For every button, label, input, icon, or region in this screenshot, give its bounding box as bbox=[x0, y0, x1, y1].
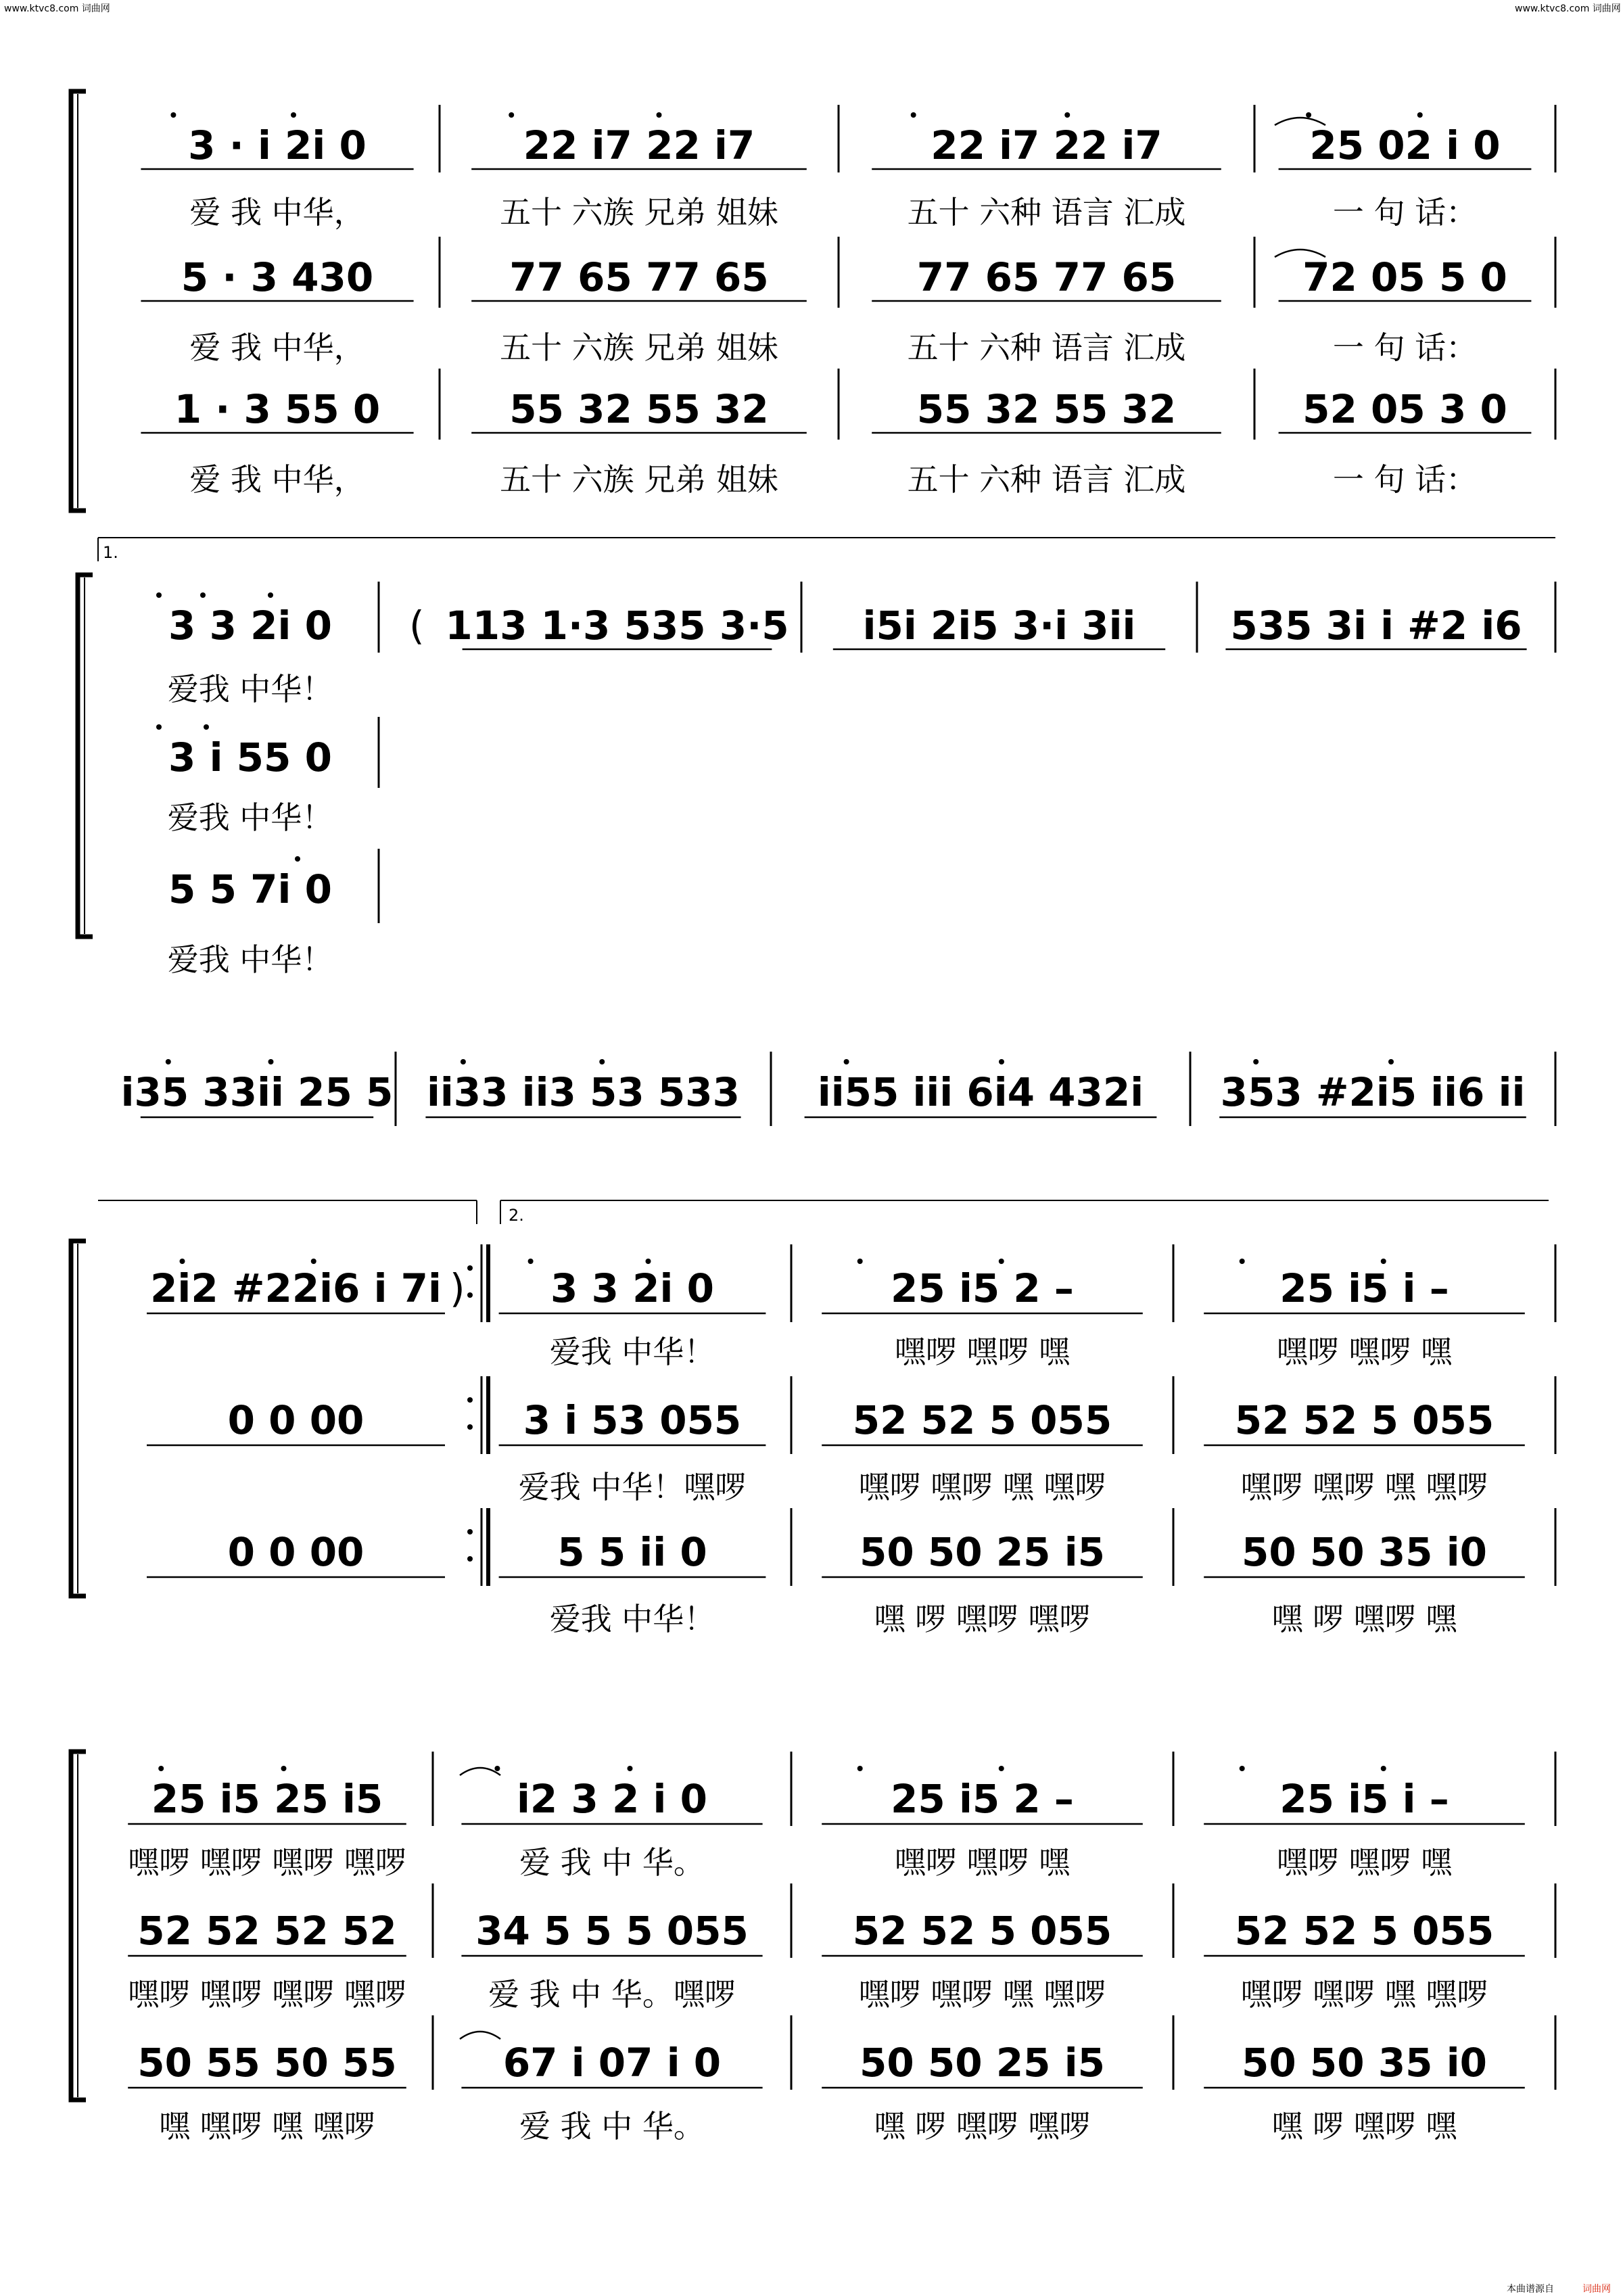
row4-part1-notes: 3 3 2i 0 bbox=[550, 1265, 714, 1311]
row1-part2-notes: 72 05 5 0 bbox=[1302, 254, 1507, 300]
row3-interlude-notes: i35 33ii 25 5 bbox=[120, 1069, 394, 1115]
octave-dot bbox=[295, 856, 300, 862]
row1-part3-lyrics: 一 句 话： bbox=[1332, 461, 1478, 498]
row5-part3-lyrics: 嘿 嘿啰 嘿 嘿啰 bbox=[159, 2108, 375, 2145]
row5-part3-lyrics: 爱 我 中 华。 bbox=[519, 2108, 705, 2145]
octave-dot bbox=[291, 112, 296, 118]
row1-part3-notes: 55 32 55 32 bbox=[916, 386, 1177, 432]
row4-part3-notes: 50 50 35 i0 bbox=[1242, 1529, 1487, 1575]
footer-source-label: 本曲谱源自 bbox=[1507, 2284, 1554, 2295]
octave-dot bbox=[494, 1766, 500, 1771]
row4-part2-lyrics: 爱我 中华！嘿啰 bbox=[518, 1469, 747, 1505]
row5-part3-notes: 50 55 50 55 bbox=[137, 2040, 397, 2086]
interlude-open-paren: ( bbox=[409, 603, 425, 649]
octave-dot bbox=[999, 1259, 1004, 1264]
octave-dot bbox=[204, 724, 209, 730]
row4-part2-notes: 52 52 5 055 bbox=[1234, 1397, 1495, 1443]
row1-part2-notes: 77 65 77 65 bbox=[509, 254, 769, 300]
row1-part2-lyrics: 爱 我 中华， bbox=[189, 329, 365, 366]
repeat-dot bbox=[467, 1292, 473, 1298]
row1-part1-lyrics: 五十 六族 兄弟 姐妹 bbox=[500, 194, 778, 231]
row1-part3-notes: 55 32 55 32 bbox=[509, 386, 769, 432]
row1-part2-lyrics: 一 句 话： bbox=[1332, 329, 1478, 366]
row1-part1-notes: 22 i7 22 i7 bbox=[523, 122, 755, 168]
row1-part1-notes: 22 i7 22 i7 bbox=[931, 122, 1162, 168]
row3-interlude-notes: 353 #2i5 ii6 ii bbox=[1220, 1069, 1526, 1115]
row1-part1-lyrics: 五十 六种 语言 汇成 bbox=[907, 194, 1186, 231]
slur-mark bbox=[460, 2032, 500, 2039]
repeat-dot bbox=[467, 1424, 473, 1430]
octave-dot bbox=[628, 1766, 633, 1771]
row5-part1-notes: 25 i5 25 i5 bbox=[151, 1776, 383, 1822]
octave-dot bbox=[1064, 112, 1070, 118]
row5-part1-notes: 25 i5 i – bbox=[1279, 1776, 1449, 1822]
octave-dot bbox=[158, 1766, 164, 1771]
octave-dot bbox=[1306, 112, 1311, 118]
row4-part2-notes: 0 0 00 bbox=[227, 1397, 364, 1443]
octave-dot bbox=[1253, 1059, 1259, 1064]
row5-part1-lyrics: 嘿啰 嘿啰 嘿啰 嘿啰 bbox=[128, 1844, 406, 1881]
row5-part2-notes: 52 52 52 52 bbox=[137, 1908, 397, 1954]
row2-part2-notes: 3 i 55 0 bbox=[168, 734, 332, 780]
row5-part2-notes: 52 52 5 055 bbox=[1234, 1908, 1495, 1954]
row4-part1-lyrics: 嘿啰 嘿啰 嘿 bbox=[894, 1334, 1071, 1370]
octave-dot bbox=[1417, 112, 1423, 118]
repeat-dot bbox=[467, 1265, 473, 1271]
repeat-dot bbox=[467, 1529, 473, 1534]
row4-part1-notes: 25 i5 2 – bbox=[891, 1265, 1074, 1311]
row4-part2-lyrics: 嘿啰 嘿啰 嘿 嘿啰 bbox=[858, 1469, 1106, 1505]
row5-part1-lyrics: 爱 我 中 华。 bbox=[519, 1844, 705, 1881]
row1-part2-lyrics: 五十 六族 兄弟 姐妹 bbox=[500, 329, 778, 366]
row5-part2-lyrics: 嘿啰 嘿啰 嘿啰 嘿啰 bbox=[128, 1976, 406, 2013]
octave-dot bbox=[200, 592, 206, 598]
row1-part2-lyrics: 五十 六种 语言 汇成 bbox=[907, 329, 1186, 366]
repeat-dot bbox=[467, 1556, 473, 1562]
interlude-close-paren: ) bbox=[450, 1265, 465, 1311]
octave-dot bbox=[528, 1259, 534, 1264]
row4-part2-lyrics: 嘿啰 嘿啰 嘿 嘿啰 bbox=[1240, 1469, 1488, 1505]
row4-part2-notes: 3 i 53 055 bbox=[523, 1397, 742, 1443]
row4-part1-notes: 25 i5 i – bbox=[1279, 1265, 1449, 1311]
row4-part3-notes: 5 5 ii 0 bbox=[557, 1529, 707, 1575]
row1-part3-lyrics: 五十 六种 语言 汇成 bbox=[907, 461, 1186, 498]
octave-dot bbox=[1381, 1259, 1386, 1264]
row3-interlude-notes: ii33 ii3 53 533 bbox=[427, 1069, 740, 1115]
row5-part3-notes: 67 i 07 i 0 bbox=[502, 2040, 722, 2086]
row5-part2-lyrics: 嘿啰 嘿啰 嘿 嘿啰 bbox=[1240, 1976, 1488, 2013]
octave-dot bbox=[509, 112, 514, 118]
row1-part3-lyrics: 五十 六族 兄弟 姐妹 bbox=[500, 461, 778, 498]
row4-part3-notes: 50 50 25 i5 bbox=[860, 1529, 1105, 1575]
octave-dot bbox=[268, 1059, 274, 1064]
octave-dot bbox=[281, 1766, 287, 1771]
row1-part1-lyrics: 一 句 话： bbox=[1332, 194, 1478, 231]
row2-part3-notes: 5 5 7i 0 bbox=[168, 866, 332, 912]
octave-dot bbox=[1388, 1059, 1394, 1064]
octave-dot bbox=[180, 1259, 185, 1264]
octave-dot bbox=[311, 1259, 316, 1264]
row4-part1-lyrics: 嘿啰 嘿啰 嘿 bbox=[1276, 1334, 1453, 1370]
row1-part2-notes: 5 · 3 430 bbox=[181, 254, 374, 300]
volta-2-label: 2. bbox=[509, 1206, 524, 1225]
row2-part1-notes: 3 3 2i 0 bbox=[168, 603, 332, 649]
row5-part3-lyrics: 嘿 啰 嘿啰 嘿啰 bbox=[874, 2108, 1091, 2145]
row4-part3-lyrics: 嘿 啰 嘿啰 嘿 bbox=[1271, 1601, 1457, 1637]
row1-part3-notes: 1 · 3 55 0 bbox=[174, 386, 381, 432]
octave-dot bbox=[911, 112, 916, 118]
row5-part2-notes: 52 52 5 055 bbox=[852, 1908, 1112, 1954]
octave-dot bbox=[166, 1059, 171, 1064]
octave-dot bbox=[268, 592, 273, 598]
row4-part3-notes: 0 0 00 bbox=[227, 1529, 364, 1575]
volta-1-label: 1. bbox=[103, 543, 118, 562]
row2-interlude-notes: 535 3i i #2 i6 bbox=[1230, 603, 1522, 649]
octave-dot bbox=[857, 1766, 863, 1771]
octave-dot bbox=[1240, 1766, 1245, 1771]
row1-part1-notes: 3 · i 2i 0 bbox=[188, 122, 367, 168]
octave-dot bbox=[657, 112, 662, 118]
row4-part2-notes: 52 52 5 055 bbox=[852, 1397, 1112, 1443]
row1-part2-notes: 77 65 77 65 bbox=[916, 254, 1177, 300]
octave-dot bbox=[156, 724, 162, 730]
octave-dot bbox=[999, 1766, 1004, 1771]
row5-part1-notes: 25 i5 2 – bbox=[891, 1776, 1074, 1822]
row4-part3-lyrics: 嘿 啰 嘿啰 嘿啰 bbox=[874, 1601, 1091, 1637]
row1-part1-lyrics: 爱 我 中华， bbox=[189, 194, 365, 231]
row4-part3-lyrics: 爱我 中华！ bbox=[549, 1601, 715, 1637]
row5-part3-notes: 50 50 35 i0 bbox=[1242, 2040, 1487, 2086]
row4-part1-notes: 2i2 #22i6 i 7i bbox=[150, 1265, 442, 1311]
octave-dot bbox=[857, 1259, 863, 1264]
row2-interlude-notes: 113 1·3 535 3·5 bbox=[445, 603, 789, 649]
octave-dot bbox=[156, 592, 162, 598]
slur-mark bbox=[460, 1768, 500, 1775]
row2-part2-lyrics: 爱我 中华！ bbox=[167, 799, 333, 836]
row5-part3-notes: 50 50 25 i5 bbox=[860, 2040, 1105, 2086]
row2-part1-lyrics: 爱我 中华！ bbox=[167, 671, 333, 707]
row1-part3-lyrics: 爱 我 中华， bbox=[189, 461, 365, 498]
repeat-dot bbox=[467, 1397, 473, 1403]
row5-part2-lyrics: 爱 我 中 华。嘿啰 bbox=[488, 1976, 736, 2013]
footer-brand: 词曲网 bbox=[1582, 2284, 1611, 2295]
row2-part3-lyrics: 爱我 中华！ bbox=[167, 941, 333, 978]
octave-dot bbox=[844, 1059, 849, 1064]
octave-dot bbox=[1240, 1259, 1245, 1264]
octave-dot bbox=[461, 1059, 466, 1064]
row5-part2-lyrics: 嘿啰 嘿啰 嘿 嘿啰 bbox=[858, 1976, 1106, 2013]
row5-part1-lyrics: 嘿啰 嘿啰 嘿 bbox=[1276, 1844, 1453, 1881]
row4-part1-lyrics: 爱我 中华！ bbox=[549, 1334, 715, 1370]
row1-part3-notes: 52 05 3 0 bbox=[1302, 386, 1507, 432]
row5-part1-lyrics: 嘿啰 嘿啰 嘿 bbox=[894, 1844, 1071, 1881]
row1-part1-notes: 25 02 i 0 bbox=[1309, 122, 1501, 168]
site-header-right: www.ktvc8.com 词曲网 bbox=[1515, 3, 1621, 14]
row3-interlude-notes: ii55 iii 6i4 432i bbox=[817, 1069, 1144, 1115]
row5-part2-notes: 34 5 5 5 055 bbox=[475, 1908, 749, 1954]
site-header-left: www.ktvc8.com 词曲网 bbox=[4, 3, 110, 14]
octave-dot bbox=[170, 112, 176, 118]
row5-part3-lyrics: 嘿 啰 嘿啰 嘿 bbox=[1271, 2108, 1457, 2145]
row2-interlude-notes: i5i 2i5 3·i 3ii bbox=[862, 603, 1136, 649]
octave-dot bbox=[1381, 1766, 1386, 1771]
row5-part1-notes: i2 3 2 i 0 bbox=[517, 1776, 707, 1822]
octave-dot bbox=[999, 1059, 1004, 1064]
octave-dot bbox=[599, 1059, 605, 1064]
octave-dot bbox=[646, 1259, 651, 1264]
